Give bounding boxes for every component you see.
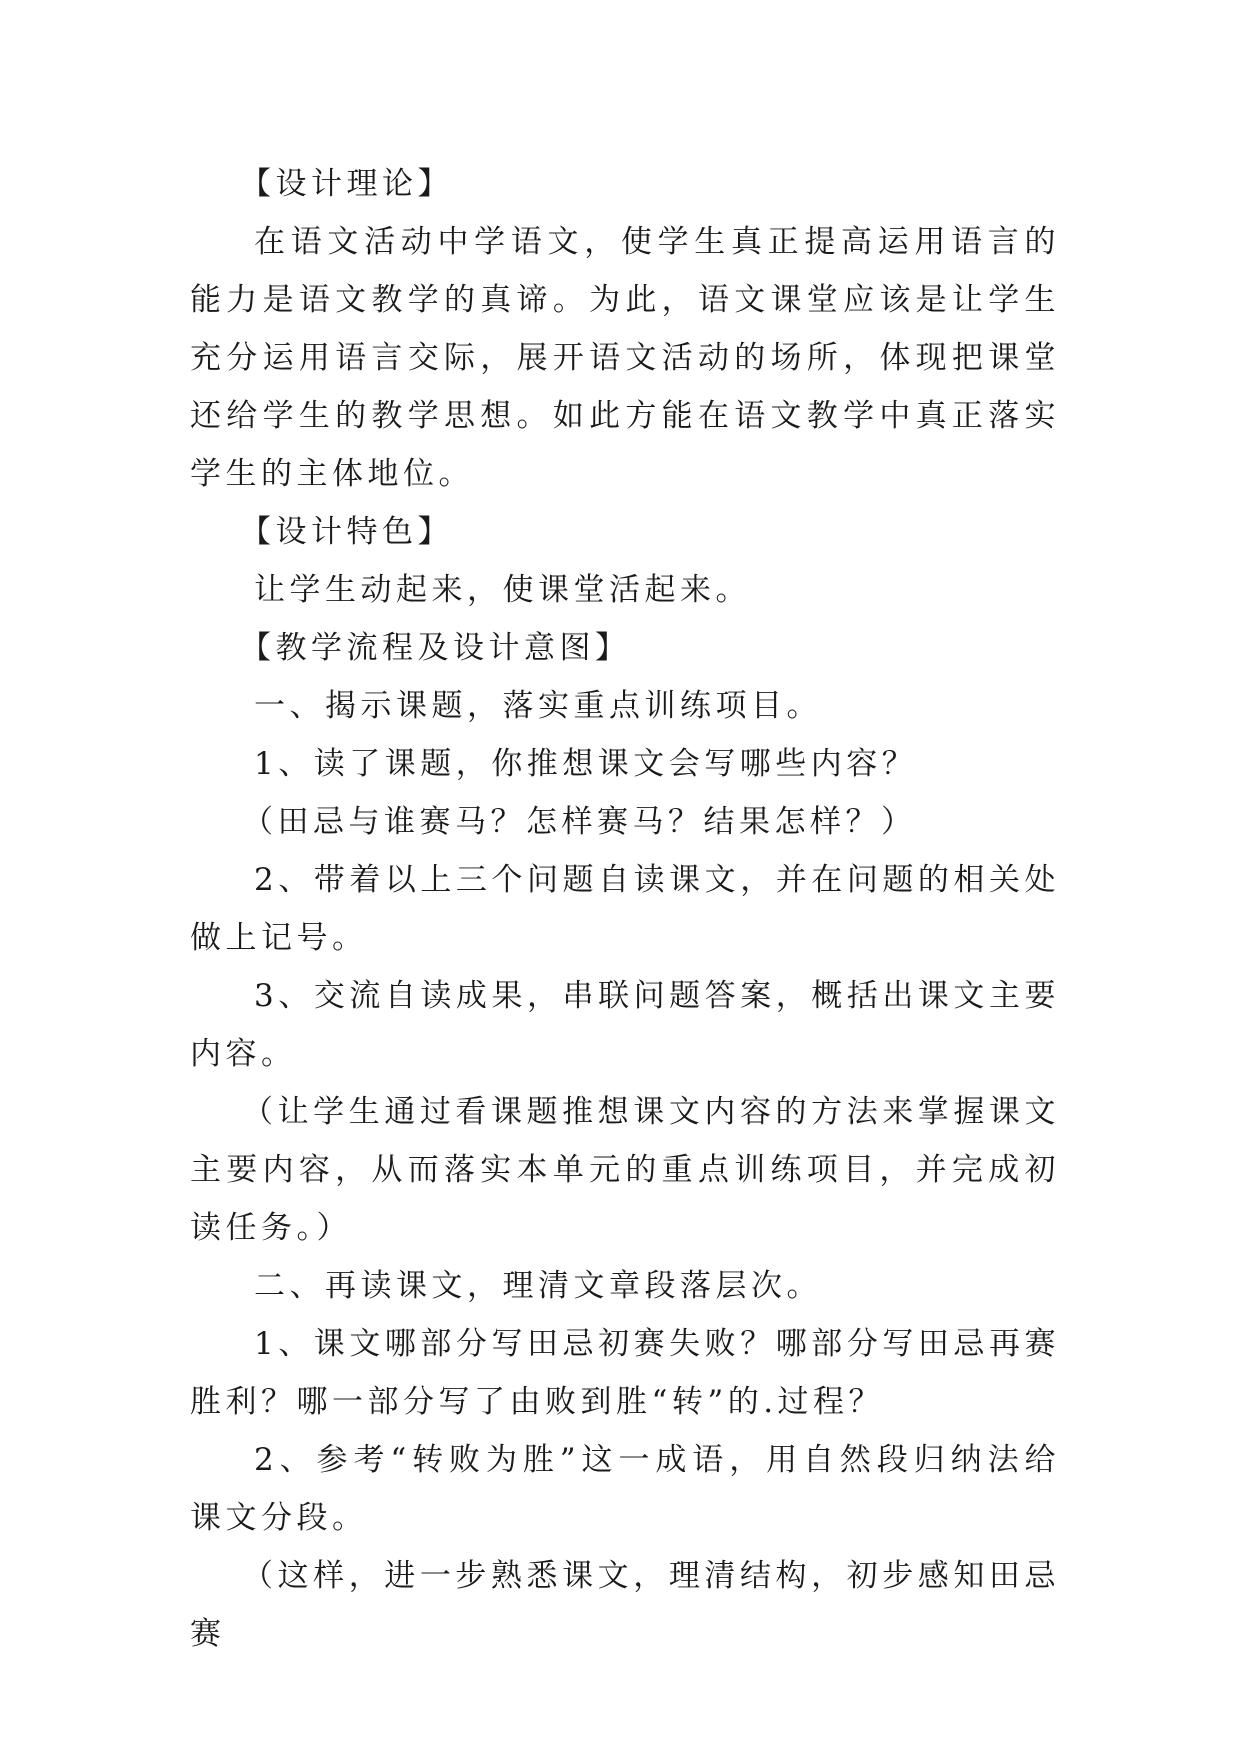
list-item: 2、参考“转败为胜”这一成语，用自然段归纳法给课文分段。 — [190, 1442, 1060, 1536]
section-heading-design-theory: 【设计理论】 — [240, 166, 453, 202]
paragraph-design-theory: 在语文活动中学语文，使学生真正提高运用语言的能力是语文教学的真谛。为此，语文课堂应该是让学生充分运用语言交际，展开语文活动的场所，体现把课堂还给学生的教学思想。如此方能在语文教学中真正落实学生的主体地位。 — [190, 224, 1060, 492]
list-item: 1、课文哪部分写田忌初赛失败？哪部分写田忌再赛胜利？哪一部分写了由败到胜“转”的.过程？ — [190, 1326, 1060, 1420]
note-paragraph: （让学生通过看课题推想课文内容的方法来掌握课文主要内容，从而落实本单元的重点训练项目，并完成初读任务。） — [190, 1094, 1060, 1246]
note-paragraph: （田忌与谁赛马？怎样赛马？结果怎样？） — [242, 804, 917, 840]
document-body — [190, 155, 1060, 1663]
step-heading-1: 一、揭示课题，落实重点训练项目。 — [254, 688, 822, 724]
step-heading-2: 二、再读课文，理清文章段落层次。 — [254, 1268, 822, 1304]
note-paragraph: （这样，进一步熟悉课文，理清结构，初步感知田忌赛 — [190, 1558, 1060, 1652]
paragraph-design-features: 让学生动起来，使课堂活起来。 — [254, 572, 751, 608]
section-heading-design-features: 【设计特色】 — [240, 514, 453, 550]
list-item: 2、带着以上三个问题自读课文，并在问题的相关处做上记号。 — [190, 862, 1060, 956]
list-item: 3、交流自读成果，串联问题答案，概括出课文主要内容。 — [190, 978, 1060, 1072]
section-heading-teaching-process: 【教学流程及设计意图】 — [240, 630, 631, 666]
list-item: 1、读了课题，你推想课文会写哪些内容？ — [254, 746, 918, 782]
